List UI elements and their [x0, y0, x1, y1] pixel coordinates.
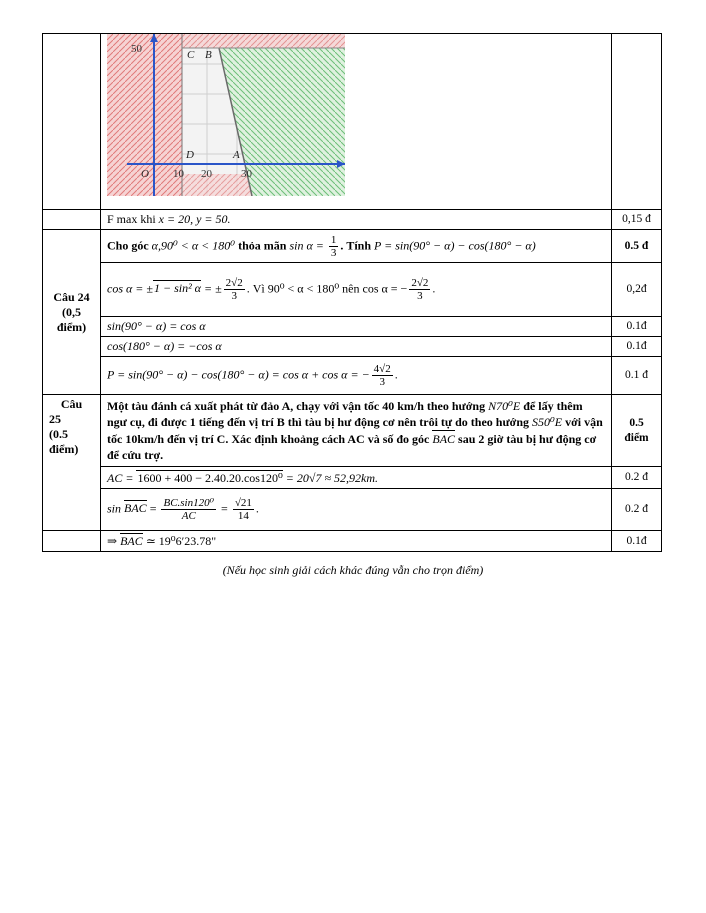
q24-step4: P = sin(90° − α) − cos(180° − α) = cos α + cos α = − $\frac{4√2}{3}$ .: [101, 357, 612, 395]
q24-question-score: 0.5 đ: [612, 230, 662, 263]
q24-question: Cho góc α,90⁰ < α < 180⁰ thỏa mãn sin α = $\frac{1}{3}$ . Tính P = sin(90° − α) − cos(180° − α): [101, 230, 612, 263]
q24-step4-score: 0.1 đ: [612, 357, 662, 395]
q25-label: Câu 25 (0.5 điểm): [43, 395, 101, 531]
q24-step1-row: [43, 263, 662, 317]
q24-step1-score: 0,2đ: [612, 263, 662, 317]
q25-step3-score: 0.1đ: [612, 531, 662, 552]
point-d-label: D: [186, 149, 194, 161]
q24-step2: sin(90° − α) = cos α: [101, 317, 612, 337]
q25-question: Một tàu đánh cá xuất phát từ đảo A, chạy với vận tốc 40 km/h theo hướng N70⁰E để lấy thêm ngư cụ, đi được 1 tiếng đến vị trí B thì tàu bị hư động cơ nên trôi tự do theo hướng S50⁰E với vận tốc 10km/h đến vị trí C. Xác định khoảng cách AC và số đo góc BAC sau 2 giờ tàu bị hư động cơ để cứu trợ.: [101, 395, 612, 467]
x-tick-10: 10: [173, 168, 184, 180]
q24-step2-row: [43, 317, 662, 337]
y-tick-50: 50: [131, 43, 142, 55]
x-tick-30: 30: [241, 168, 252, 180]
point-b-label: B: [205, 49, 212, 61]
q24-step3: cos(180° − α) = −cos α: [101, 337, 612, 357]
fmax-text: F max khi: [107, 212, 159, 226]
q25-step3: ⇒ BAC ≃ 19⁰6′23.78": [101, 531, 612, 552]
origin-label: O: [141, 168, 149, 180]
q24-step4-row: [43, 357, 662, 395]
q24-step3-row: [43, 337, 662, 357]
q25-step1-score: 0.2 đ: [612, 467, 662, 489]
q25-step1-row: [43, 467, 662, 489]
q25-question-row: [43, 395, 662, 467]
fmax-score: 0,15 đ: [612, 210, 662, 230]
q24-step1: cos α = ±1 − sin² α = ± $\frac{2√2}{3}$ . Vì 90⁰ < α < 180⁰ nên cos α = − $\frac{2√2}{3}$ .: [101, 263, 612, 317]
q24-step2-score: 0.1đ: [612, 317, 662, 337]
point-c-label: C: [187, 49, 195, 61]
q24-label: Câu 24 (0,5 điểm): [43, 230, 101, 395]
q25-step2: sin BAC = $\frac{\text{BC.sin120⁰}}{AC}$ = $\frac{√21}{14}$ .: [101, 489, 612, 531]
q25-step3-row: [43, 531, 662, 552]
point-a-label: A: [233, 149, 240, 161]
answer-table: [42, 33, 662, 552]
x-tick-20: 20: [201, 168, 212, 180]
feasible-region-graph: [107, 34, 345, 196]
graph-row: [43, 34, 662, 210]
q25-step1: AC = 1600 + 400 − 2.40.20.cos120⁰ = 20√7 ≈ 52,92km.: [101, 467, 612, 489]
q24-question-row: [43, 230, 662, 263]
q25-question-score: 0.5 điểm: [612, 395, 662, 467]
fmax-cond: x = 20, y = 50.: [158, 212, 231, 226]
q24-step3-score: 0.1đ: [612, 337, 662, 357]
footnote: (Nếu học sinh giải cách khác đúng vẫn cho trọn điểm): [222, 563, 484, 577]
q25-step2-row: [43, 489, 662, 531]
fmax-row: [43, 210, 662, 230]
q25-step2-score: 0.2 đ: [612, 489, 662, 531]
graph-cell: [101, 34, 612, 210]
